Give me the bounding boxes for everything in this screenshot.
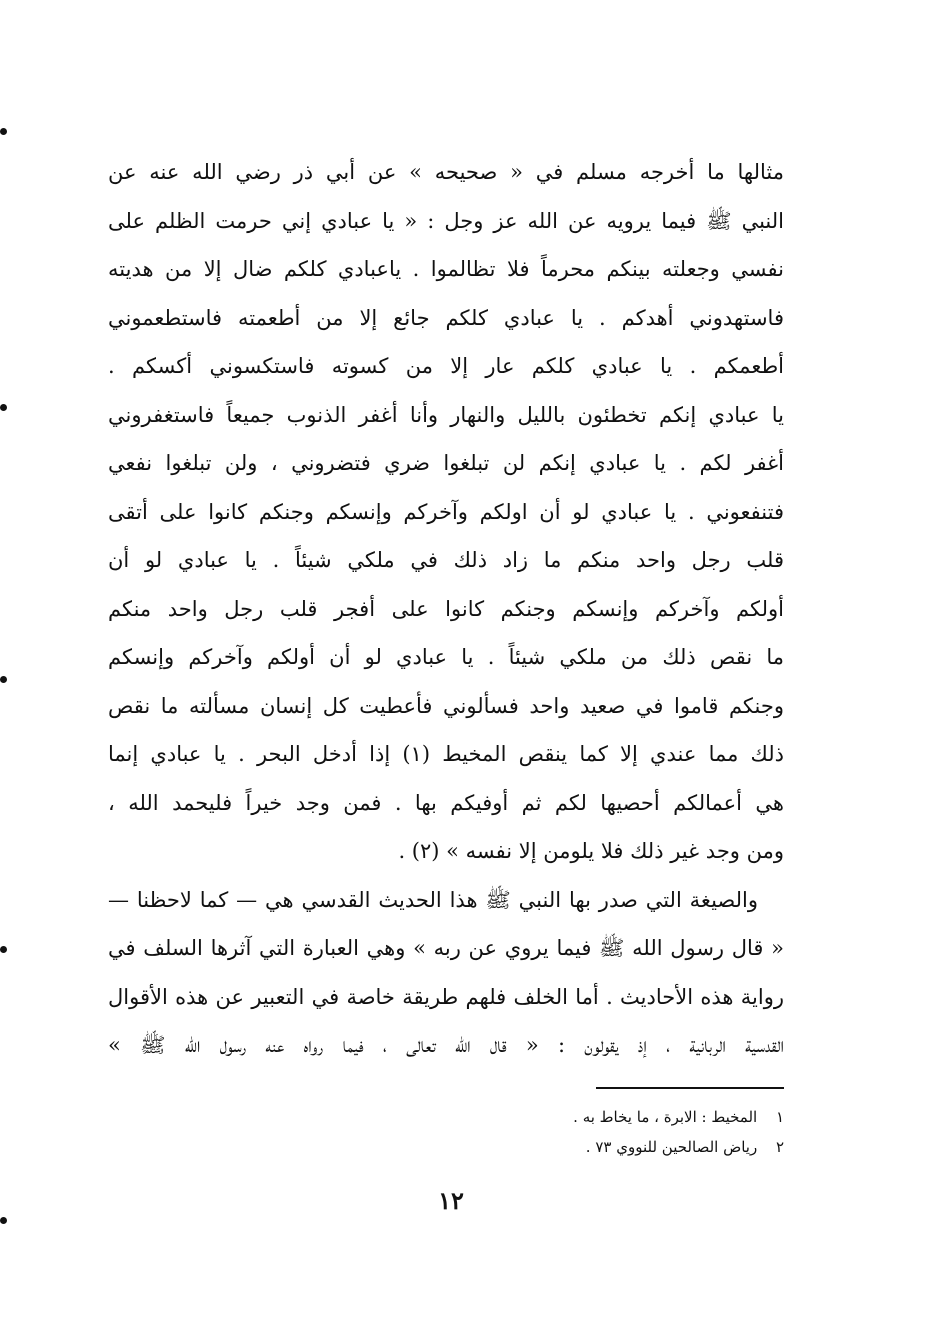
text-line: ذلك مما عندي إلا كما ينقص المخيط (١) إذا أدخل البحر . يا عبادي إنما <box>108 742 784 766</box>
footnote <box>420 1102 784 1132</box>
footnote-text: رياض الصالحين للنووي ٧٣ . <box>585 1138 758 1156</box>
text-line: يا عبادي إنكم تخطئون بالليل والنهار وأنا أغفر الذنوب جميعاً فاستغفروني <box>108 402 784 427</box>
text-line: مثالها ما أخرجه مسلم في « صحيحه » عن أبي ذر رضي الله عنه عن <box>108 160 784 184</box>
footnote <box>420 1132 784 1162</box>
text-line: وجنكم قاموا في صعيد واحد فسألوني فأعطيت كل إنسان مسألته ما نقص <box>108 693 784 718</box>
text-line: نفسي وجعلته بينكم محرماً فلا تظالموا . ياعبادي كلكم ضال إلا من هديته <box>108 257 784 281</box>
text-line: فاستهدوني أهدكم . يا عبادي كلكم جائع إلا من أطعمته فاستطعموني <box>108 305 784 330</box>
text-line: ومن وجد غير ذلك فلا يلومن إلا نفسه » (٢) . <box>398 839 784 863</box>
text-line: فتنفعوني . يا عبادي لو أن اولكم وآخركم وإنسكم وجنكم كانوا على أتقى <box>108 499 784 524</box>
footnotes <box>420 1102 784 1162</box>
main-text <box>108 148 784 1070</box>
text-line: القدسية الربانية ، إذ يقولون : « قال الله تعالى ، فيما رواه عنه رسول الله ﷺ » <box>108 1033 784 1057</box>
footnote-number: ١ <box>775 1108 784 1126</box>
scan-edge-mark <box>0 128 7 135</box>
text-line: والصيغة التي صدر بها النبي ﷺ هذا الحديث القدسي هي — كما لاحظنا — <box>108 887 758 912</box>
text-line: هي أعمالكم أحصيها لكم ثم أوفيكم بها . فمن وجد خيراً فليحمد الله ، <box>108 790 784 815</box>
text-line: أغفر لكم . يا عبادي إنكم لن تبلغوا ضري فتضروني ، ولن تبلغوا نفعي <box>108 451 784 475</box>
page-number: ١٢ <box>438 1186 464 1215</box>
text-line: النبي ﷺ فيما يرويه عن الله عز وجل : « يا عبادي إني حرمت الظلم على <box>108 208 784 233</box>
footnote-text: المخيط : الابرة ، ما يخاط به . <box>573 1108 758 1126</box>
text-line: قلب رجل واحد منكم ما زاد ذلك في ملكي شيئاً . يا عبادي لو أن <box>108 548 784 572</box>
text-line: رواية هذه الأحاديث . أما الخلف فلهم طريقة خاصة في التعبير عن هذه الأقوال <box>108 984 784 1009</box>
scan-edge-mark <box>0 404 7 411</box>
scan-edge-mark <box>0 676 7 683</box>
footnote-number: ٢ <box>775 1138 784 1156</box>
footnote-divider <box>596 1087 784 1089</box>
text-line: أطعمكم . يا عبادي كلكم عار إلا من كسوته فاستكسوني أكسكم . <box>108 354 784 378</box>
scan-edge-mark <box>0 1217 7 1224</box>
scan-edge-mark <box>0 946 7 953</box>
text-line: ما نقص ذلك من ملكي شيئاً . يا عبادي لو أن أولكم وآخركم وإنسكم <box>108 645 784 669</box>
text-line: أولكم وآخركم وإنسكم وجنكم كانوا على أفجر قلب رجل واحد منكم <box>108 596 784 621</box>
text-line: « قال رسول الله ﷺ فيما يروي عن ربه » وهي العبارة التي آثرها السلف في <box>108 936 784 960</box>
